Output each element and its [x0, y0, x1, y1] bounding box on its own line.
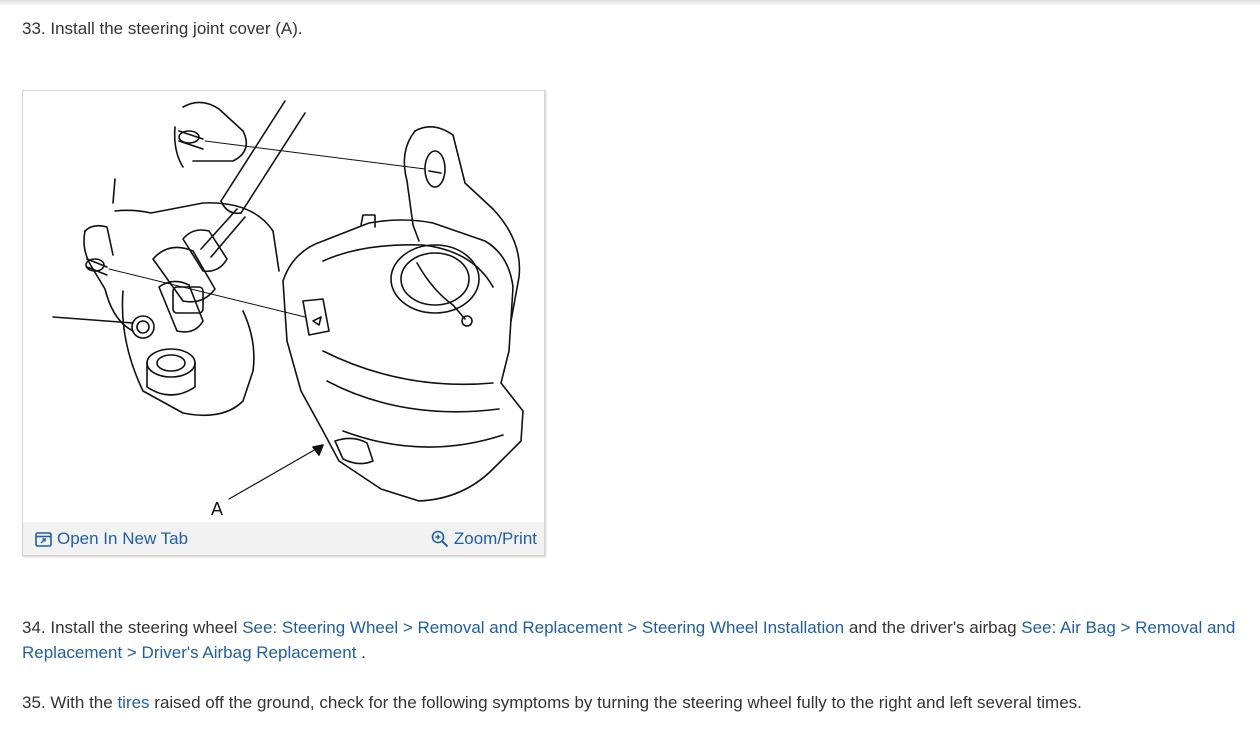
- figure-toolbar: [23, 522, 544, 555]
- step-33-text: 33. Install the steering joint cover (A).: [22, 19, 303, 38]
- open-in-new-tab-label: Open In New Tab: [57, 529, 189, 548]
- drivers-airbag-replacement-link[interactable]: See: Air Bag > Removal and Replacement > Driver's Airbag Replacement: [22, 618, 1236, 662]
- zoom-print-label: Zoom/Print: [453, 529, 537, 548]
- step-35: [22, 690, 1242, 715]
- steering-wheel-installation-link[interactable]: See: Steering Wheel > Removal and Replacement > Steering Wheel Installation: [242, 618, 845, 637]
- zoom-print-button[interactable]: [431, 528, 537, 550]
- step-34: [22, 615, 1242, 665]
- zoom-in-icon: [431, 530, 449, 548]
- top-shadow: [0, 0, 1260, 6]
- step-34-middle: and the driver's airbag: [844, 618, 1022, 637]
- callout-label-a: A: [211, 499, 224, 519]
- step-35-prefix: 35. With the: [22, 693, 118, 712]
- steering-joint-cover-illustration: [23, 91, 544, 522]
- step-34-suffix: .: [356, 643, 366, 662]
- figure-container: [22, 90, 545, 556]
- step-33: [22, 16, 303, 41]
- open-in-new-tab-button[interactable]: [35, 528, 188, 550]
- open-new-tab-icon: [35, 532, 52, 547]
- step-35-suffix: raised off the ground, check for the following symptoms by turning the steering wheel fully to the right and left several times.: [149, 693, 1082, 712]
- step-34-prefix: 34. Install the steering wheel: [22, 618, 243, 637]
- tires-link[interactable]: tires: [117, 693, 150, 712]
